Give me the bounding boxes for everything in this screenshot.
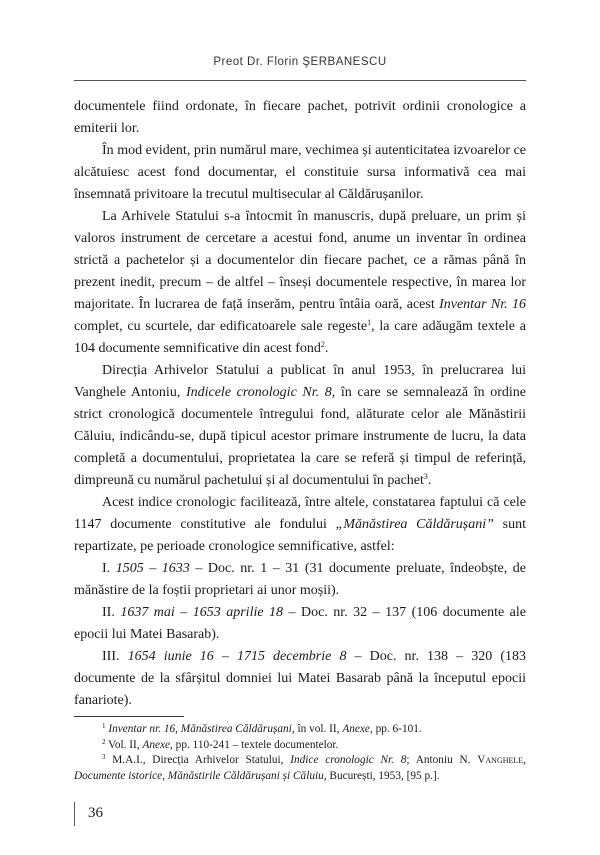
list-item: I. 1505 – 1633 – Doc. nr. 1 – 31 (31 documente preluate, îndeobște, de mănăstire de la foștii proprietari ai unor moșii). — [74, 561, 527, 598]
italic-date-range: 1505 – 1633 — [115, 561, 190, 576]
footnotes — [74, 722, 526, 784]
italic-date-range: 1654 iunie 16 – 1715 decembrie 8 — [127, 649, 347, 664]
page-number-rule — [74, 802, 75, 826]
footnote-ref: 1 — [367, 318, 372, 327]
italic-title: Inventar Nr. 16 — [439, 297, 526, 312]
list-item: III. 1654 iunie 16 – 1715 decembrie 8 – Doc. nr. 138 – 320 (183 documente de la sfârșitul domniei lui Matei Basarab până la începutul epocii fanariote). — [74, 649, 526, 708]
running-header: Preot Dr. Florin ŞERBANESCU — [213, 56, 387, 68]
paragraph: documentele fiind ordonate, în fiecare pachet, potrivit ordinii cronologice a emiterii lor. — [74, 99, 526, 136]
page-number: 36 — [88, 805, 103, 821]
paragraph: Acest indice cronologic facilitează, între altele, constatarea faptului că cele 1147 documente constitutive ale fondului „Mănăstirea Căldărușani” sunt repartizate, pe perioade cronologice semnificative, astfel: — [74, 495, 526, 554]
body-text — [74, 96, 526, 712]
footnote: $^3$ M.A.I., Direcția Arhivelor Statului, Indice cronologic Nr. 8; Antoniu N. Vanghele, Documente istorice, Mănăstirile Căldărușani și Căluiu, București, 1953, [95 p.]. — [74, 753, 526, 782]
paragraph: La Arhivele Statului s-a întocmit în manuscris, după preluare, un prim și valoros instrument de cercetare a acestui fond, anume un inventar în ordinea strictă a pachetelor și a documentelor din fiecare pachet, ce a rămas până în prezent inedit, precum – de altfel – înseși documentele respective, în marea lor majoritate. În lucrarea de față inserăm, pentru întâia oară, acest Inventar Nr. 16 complet, cu scurtele, dar edificatoarele sale regeste$^1$, la care adăugăm textele a 104 documente semnificative din acest fond$^2$. — [74, 209, 526, 356]
paragraph: În mod evident, prin numărul mare, vechimea și autenticitatea izvoarelor ce alcătuiesc acest fond documentar, el constituie sursa informativă cea mai însemnată privitoare la trecutul multisecular al Căldărușanilor. — [74, 143, 526, 202]
list-item: II. 1637 mai – 1653 aprilie 18 – Doc. nr. 32 – 137 (106 documente ale epocii lui Matei Basarab). — [74, 605, 526, 642]
italic-date-range: 1637 mai – 1653 aprilie 18 — [120, 605, 284, 620]
footnote-ref: 3 — [423, 472, 428, 481]
italic-title: Indicele cronologic Nr. 8 — [185, 385, 332, 400]
header-rule — [74, 80, 526, 81]
footnote-ref: 2 — [320, 340, 325, 349]
paragraph: Direcția Arhivelor Statului a publicat în anul 1953, în prelucrarea lui Vanghele Antoniu, Indicele cronologic Nr. 8, în care se semnalează în ordine strict cronologică documentele întregului fond, alăturate celor ale Mănăstirii Căluiu, indicându-se, după tipicul acestor primare instrumente de lucru, la data completă a documentului, proprietatea la care se referă și timpul de referință, dimpreună cu numărul pachetului și al documentului în pachet$^3$. — [74, 363, 526, 488]
footnote: $^2$ Vol. II, Anexe, pp. 110-241 – textele documentelor. — [102, 737, 339, 751]
footnote: $^1$ Inventar nr. 16, Mănăstirea Căldărușani, în vol. II, Anexe, pp. 6-101. — [102, 722, 422, 735]
italic-title: „Mănăstirea Căldărușani” — [335, 517, 494, 532]
footnote-rule — [74, 716, 184, 717]
